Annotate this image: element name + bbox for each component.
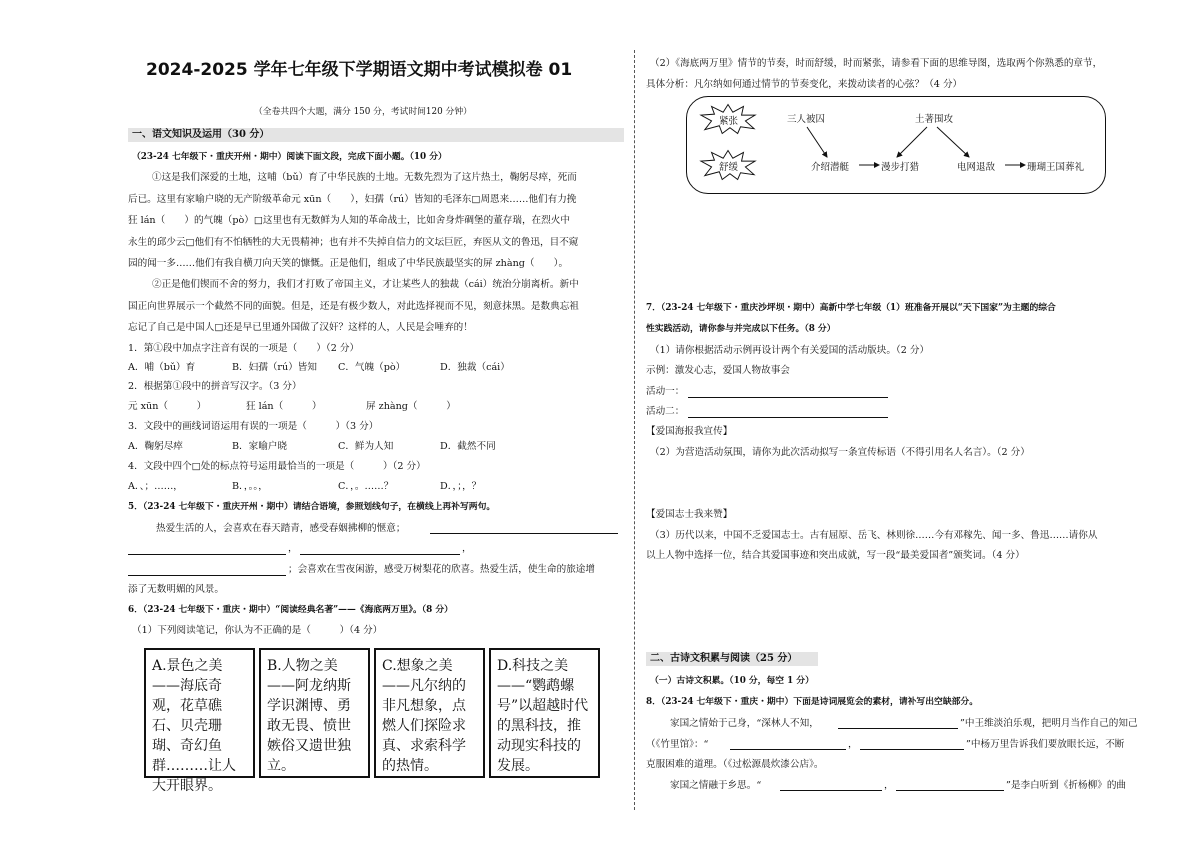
- node-funeral: 珊瑚王国葬礼: [1027, 162, 1085, 173]
- q8-line: 家国之情始于己身，“深林人不知，: [670, 718, 819, 729]
- q5-line: ；会喜欢在雪夜闲游，感受万树梨花的欣喜。热爱生活，使生命的旅途增: [288, 564, 595, 575]
- pinyin-item: 狂 lán（ ）: [246, 401, 322, 412]
- q8-sep: ，: [848, 739, 858, 750]
- node-submarine: 介绍潜艇: [811, 162, 850, 173]
- node-hunting: 漫步打猎: [881, 162, 920, 173]
- question-2: 2．根据第①段中的拼音写汉字。（3 分）: [128, 381, 302, 392]
- option-c: C．鲜为人知: [338, 441, 394, 452]
- q6-2-line: 具体分析：凡尔纳如何通过情节的节奏变化，来拨动读者的心弦？（4 分）: [646, 79, 963, 90]
- question-7-3: （3）历代以来，中国不乏爱国志士。古有屈原、岳飞、林则徐……今有邓稼先、闻一多、鲁迅……请你从: [650, 530, 1098, 541]
- passage-line: 园的闻一多……他们有我自横刀向天笑的慷慨。正是他们，组成了中华民族最坚实的屏 zhàng（ ）。: [128, 258, 569, 269]
- reading-note-card-a: A.景色之美——海底奇观，花草礁石、贝壳珊瑚、奇幻鱼群………让人大开眼界。: [144, 648, 255, 778]
- activity-one-blank[interactable]: [688, 396, 888, 398]
- passage-line: 后已。这里有家喻户晓的无产阶级革命元 xūn（ ），妇孺（rú）皆知的毛泽东□周恩来……他们有力挽: [128, 194, 577, 205]
- praise-heading: 【爱国志士我来赞】: [646, 509, 733, 520]
- reading-note-card-b: B.人物之美——阿龙纳斯学识渊博、勇敢无畏、愤世嫉俗又遗世独立。: [259, 648, 370, 778]
- reading-note-card-d: D.科技之美——“鹦鹉螺号”以超越时代的黑科技，推动现实科技的发展。: [489, 648, 600, 778]
- q5-sep: ，: [462, 543, 472, 554]
- node-electric: 电网退敌: [957, 162, 996, 173]
- q5-line: 添了无数明媚的风景。: [128, 584, 224, 595]
- poem-blank[interactable]: [730, 748, 846, 750]
- answer-blank[interactable]: [430, 532, 618, 534]
- option-b: B．家喻户晓: [232, 441, 288, 452]
- passage-line: ①这是我们深爱的土地，这哺（bǔ）育了中华民族的土地。无数先烈为了这片热土，鞠躬尽瘁，死而: [152, 172, 577, 183]
- answer-blank[interactable]: [128, 574, 286, 576]
- node-natives: 土著围攻: [915, 114, 954, 125]
- q6-2-line: （2）《海底两万里》情节的节奏，时而舒缓，时而紧张，请参看下面的思维导图，选取两个你熟悉的章节，: [650, 58, 1103, 69]
- poem-blank[interactable]: [896, 789, 1004, 791]
- poem-blank[interactable]: [860, 748, 964, 750]
- question-5: 5．（23-24 七年级下・重庆开州・期中）请结合语境，参照划线句子，在横线上再补写两句。: [128, 502, 496, 512]
- q5-line: 热爱生活的人，会喜欢在春天踏青，感受春姻拂柳的惬意；: [156, 523, 406, 534]
- option-b: B．妇孺（rú）皆知: [232, 362, 317, 373]
- q8-line: ”中王维淡泊乐观，把明月当作自己的知己: [960, 718, 1138, 729]
- q8-line: ”是李白听到《折杨柳》的曲: [1006, 780, 1127, 791]
- q8-sep: ，: [884, 780, 894, 791]
- section-heading-2: 二、古诗文积累与阅读（25 分）: [646, 652, 818, 666]
- pinyin-item: 屏 zhàng（ ）: [366, 401, 456, 412]
- question-source: （23-24 七年级下・重庆开州・期中）阅读下面文段，完成下面小题。（10 分）: [132, 152, 447, 162]
- activity-two-label: 活动二：: [646, 406, 685, 417]
- column-divider: [634, 50, 635, 810]
- passage-line: 国正向世界展示一个截然不同的面貌。但是，还是有极少数人，对此选择视而不见，刻意抹黑。是数典忘祖: [128, 301, 579, 312]
- poem-blank[interactable]: [780, 789, 882, 791]
- option-b: B．，。。，: [232, 481, 268, 492]
- passage-line: ②正是他们锲而不舍的努力，我们才打败了帝国主义，才让某些人的独裁（cái）统治分崩离析。新中: [152, 279, 579, 290]
- q8-line: 克服困难的道理。（《过松源晨炊漆公店》。: [646, 759, 824, 770]
- calm-label: 舒缓: [719, 162, 739, 173]
- option-d: D．，；，？: [440, 481, 482, 492]
- question-7-1: （1）请你根据活动示例再设计两个有关爱国的活动版块。（2 分）: [650, 345, 930, 356]
- option-c: C．，。……？: [338, 481, 394, 492]
- question-6: 6．（23-24 七年级下・重庆・期中）“阅读经典名著”——《海底两万里》。（8 分）: [128, 605, 453, 615]
- pinyin-item: 元 xūn（ ）: [128, 401, 207, 412]
- answer-blank[interactable]: [300, 553, 460, 555]
- option-d: D．截然不同: [440, 441, 496, 452]
- passage-line: 狂 lán（ ）的气魄（pò）□这里也有无数鲜为人知的革命战士，比如舍身炸碉堡的董存瑞，在烈火中: [128, 215, 570, 226]
- section-heading-1: 一、语文知识及运用（30 分）: [128, 128, 624, 142]
- answer-blank[interactable]: [128, 553, 286, 555]
- poem-blank[interactable]: [838, 727, 958, 729]
- node-prisoners: 三人被囚: [787, 114, 826, 125]
- mind-map-arrows: [687, 97, 1105, 193]
- q8-line: 家国之情融于乡思。“: [670, 780, 762, 791]
- option-c: C．气魄（pò）: [338, 362, 406, 373]
- activity-one-label: 活动一：: [646, 386, 685, 397]
- question-6-1: （1）下列阅读笔记，你认为不正确的是（ ）（4 分）: [132, 625, 383, 636]
- passage-line: 忘记了自己是中国人□还是早已里通外国做了汉奸？这样的人，人民是会唾弃的！: [128, 322, 473, 333]
- option-a: A．鞠躬尽瘁: [128, 441, 183, 452]
- passage-line: 永生的邱少云□他们有不怕牺牲的大无畏精神；也有并不失掉自信力的文坛巨匠，弃医从文的鲁迅，目不窥: [128, 237, 579, 248]
- q8-line: （《竹里馆》：“: [646, 739, 709, 750]
- question-7-3-cont: 以上人物中选择一位，结合其爱国事迹和突出成就，写一段“最美爱国者”颁奖词。（4 分）: [646, 550, 1025, 561]
- question-7: 7．（23-24 七年级下・重庆沙坪坝・期中）高新中学七年级（1）班准备开展以“天下国家”为主题的综合: [646, 303, 1056, 313]
- question-7-cont: 性实践活动，请你参与并完成以下任务。（8 分）: [646, 324, 836, 334]
- subsection-1: （一）古诗文积累。（10 分，每空 1 分）: [650, 676, 814, 686]
- option-d: D．独裁（cái）: [440, 362, 510, 373]
- question-1: 1．第①段中加点字注音有误的一项是（ ）（2 分）: [128, 343, 360, 354]
- question-8: 8．（23-24 七年级下・重庆・期中）下面是诗词展览会的素材，请补写出空缺部分。: [646, 697, 979, 707]
- poster-heading: 【爱国海报我宣传】: [646, 426, 733, 437]
- reading-note-card-c: C.想象之美——凡尔纳的非凡想象，点燃人们探险求真、求索科学的热情。: [374, 648, 485, 778]
- tense-label: 紧张: [719, 116, 739, 127]
- exam-subtitle: （全卷共四个大题，满分 150 分，考试时间120 分钟）: [254, 107, 472, 117]
- mind-map: [686, 96, 1106, 194]
- activity-two-blank[interactable]: [688, 416, 888, 418]
- exam-title: 2024-2025 学年七年级下学期语文期中考试模拟卷 01: [146, 60, 573, 80]
- option-a: A．、；……，: [128, 481, 183, 492]
- q8-line: ”中杨万里告诉我们要放眼长远，不断: [966, 739, 1125, 750]
- q7-example: 示例：激发心志，爱国人物故事会: [646, 365, 790, 376]
- q5-sep: ，: [288, 543, 298, 554]
- question-4: 4．文段中四个□处的标点符号运用最恰当的一项是（ ）（2 分）: [128, 461, 426, 472]
- option-a: A．哺（bǔ）育: [128, 362, 196, 373]
- question-3: 3．文段中的画线词语运用有误的一项是（ ）（3 分）: [128, 421, 379, 432]
- question-7-2: （2）为营造活动氛围，请你为此次活动拟写一条宣传标语（不得引用名人名言）。（2 分）: [650, 447, 1030, 458]
